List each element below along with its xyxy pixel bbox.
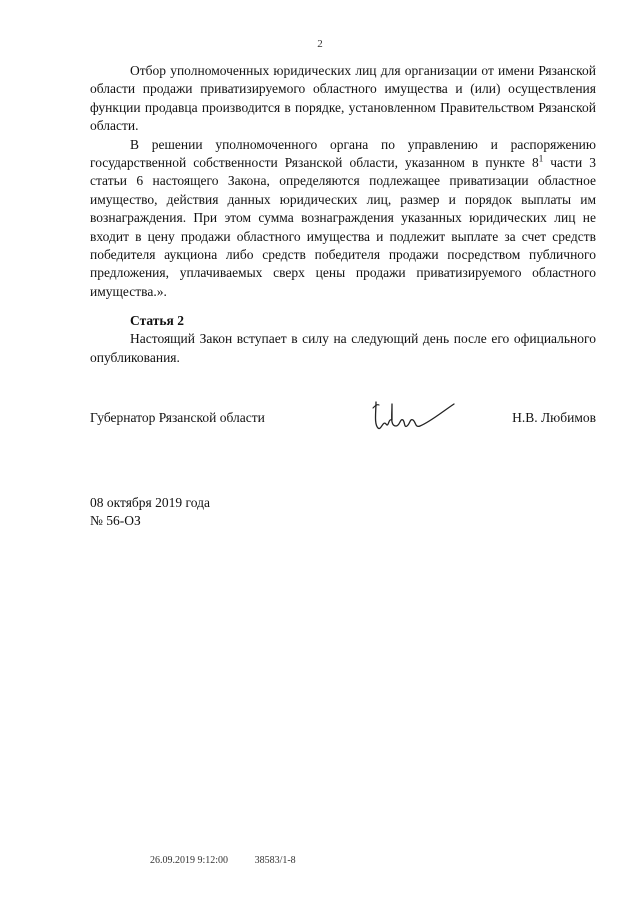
handwritten-signature	[370, 398, 460, 438]
paragraph-decision-part-b: части 3 статьи 6 настоящего Закона, определяются подлежащее приватизации областное имущество, действия данных юридических лиц, размер и порядок выплаты им вознаграждения. При этом сумма вознаграждения указанных юридических лиц не входит в цену продажи областного имущества и подлежит выплате за счет средств победителя аукциона либо средств победителя продажи посредством публичного предложения, уплачиваемых сверх цены продажи приватизируемого областного имущества.».	[90, 155, 596, 299]
superscript-index: 1	[538, 153, 544, 164]
main-text	[90, 62, 596, 301]
signatory-title: Губернатор Рязанской области	[90, 410, 265, 425]
date-block	[90, 494, 210, 531]
article-2	[90, 312, 596, 367]
article-heading: Статья 2	[130, 313, 184, 328]
footer	[150, 855, 320, 866]
paragraph-decision-part-a: В решении уполномоченного органа по управлению и распоряжению государственной собственности Рязанской области, указанном в пункте 8	[90, 136, 596, 171]
paragraph-decision	[90, 136, 596, 302]
paragraph-selection-procedure: Отбор уполномоченных юридических лиц для организации от имени Рязанской области продажи приватизируемого областного имущества и (или) осуществления функции продавца производится в порядке, установленном Правительством Рязанской области.	[90, 63, 596, 134]
footer-doc-id: 38583/1-8	[254, 855, 296, 866]
footer-timestamp: 26.09.2019 9:12:00	[150, 855, 229, 866]
signing-date: 08 октября 2019 года	[90, 495, 210, 510]
signatory-name: Н.В. Любимов	[512, 410, 596, 425]
page-number: 2	[317, 38, 323, 50]
signature-row	[90, 398, 596, 438]
law-number: № 56-ОЗ	[90, 513, 141, 529]
article-text: Настоящий Закон вступает в силу на следующий день после его официального опубликования.	[90, 331, 596, 365]
